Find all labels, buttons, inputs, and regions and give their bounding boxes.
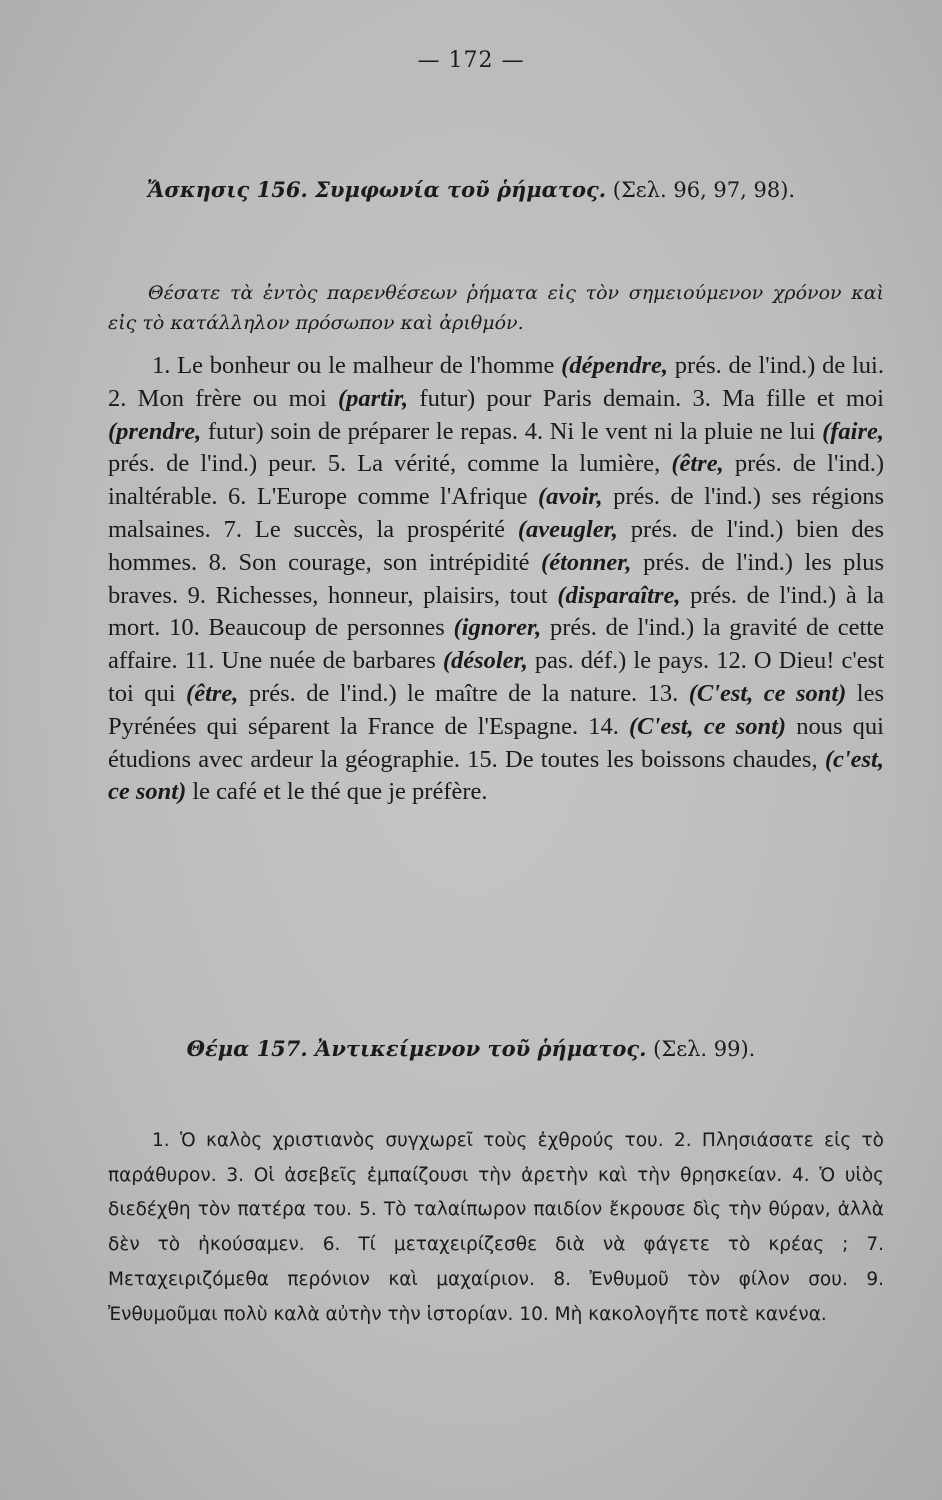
sentence-text: futur) pour Paris demain. 3. Ma fille et moi — [408, 384, 884, 412]
sentence-text: prés. de l'ind.) bien des hommes. 8. Son courage, son intrépidité — [108, 515, 884, 576]
sentence-text: nous qui étudions avec ardeur la géographie. 15. De toutes les boissons chaudes, — [108, 712, 884, 773]
sentence-text: 1. Le bonheur ou le malheur de l'homme — [152, 352, 562, 379]
verb-cue: (aveugler, — [517, 515, 618, 543]
exercise-157-body: 1. Ὁ καλὸς χριστιανὸς συγχωρεῖ τοὺς ἐχθρούς του. 2. Πλησιάσατε εἰς τὸ παράθυρον. 3. Οἱ ἀσεβεῖς ἐμπαίζουσι τὴν ἀρετὴν καὶ τὴν θρησκείαν. 4. Ὁ υἱὸς διεδέχθη τὸν πατέρα του. 5. Τὸ ταλαίπωρον παιδίον ἔκρουσε δὶς τὴν θύραν, ἀλλὰ δὲν τὸ ἠκούσαμεν. 6. Τί μεταχειρίζεσθε διὰ νὰ φάγετε τὸ κρέας ; 7. Μεταχειριζόμεθα περόνιον καὶ μαχαίριον. 8. Ἐνθυμοῦ τὸν φίλον σου. 9. Ἐνθυμοῦμαι πολὺ καλὰ αὐτὴν τὴν ἱστορίαν. 10. Μὴ κακολογῆτε ποτὲ κανένα. — [108, 1130, 884, 1325]
verb-cue: (disparaître, — [557, 581, 681, 609]
sentence-text: le café et le thé que je préfère. — [186, 778, 488, 806]
verb-cue: (désoler, — [442, 647, 528, 675]
verb-cue: (prendre, — [108, 417, 202, 445]
exercise-157-heading — [0, 1036, 942, 1061]
verb-cue: (c'est, ce sont) — [108, 745, 884, 806]
exercise-156-page-ref: (Σελ. 96, 97, 98). — [612, 178, 796, 202]
sentence-text: les Pyrénées qui séparent la France de l'Espagne. 14. — [108, 679, 884, 740]
sentence-text: prés. de l'ind.) à la mort. 10. Beaucoup de personnes — [108, 581, 884, 642]
sentence-text: prés. de l'ind.) le maître de la nature. 13. — [238, 679, 689, 707]
verb-cue: (C'est, ce sont) — [629, 712, 787, 740]
page-number: — 172 — — [417, 48, 525, 73]
sentence-text: prés. de l'ind.) inaltérable. 6. L'Europe comme l'Afrique — [108, 450, 884, 511]
verb-cue: (être, — [186, 679, 239, 707]
sentence-text: prés. de l'ind.) peur. 5. La vérité, comme la lumière, — [108, 450, 672, 478]
sentence-text: prés. de l'ind.) ses régions malsaines. 7. Le succès, la prospérité — [108, 483, 884, 543]
exercise-156-body — [108, 350, 884, 809]
exercise-157-title: Θέμα 157. Ἀντικείμενον τοῦ ῥήματος. — [186, 1036, 647, 1061]
exercise-157-page-ref: (Σελ. 99). — [653, 1037, 756, 1061]
verb-cue: (partir, — [337, 384, 409, 412]
exercise-156-title: Ἄσκησις 156. Συμφωνία τοῦ ῥήματος. — [146, 177, 607, 202]
exercise-156-heading — [0, 177, 942, 202]
sentence-text: prés. de l'ind.) la gravité de cette affaire. 11. Une nuée de barbares — [108, 614, 884, 675]
verb-cue: (avoir, — [537, 483, 603, 511]
sentence-text: futur) soin de préparer le repas. 4. Ni le vent ni la pluie ne lui — [201, 417, 823, 445]
verb-cue: (dépendre, — [561, 352, 668, 379]
sentence-text: prés. de l'ind.) les plus braves. 9. Richesses, honneur, plaisirs, tout — [108, 548, 884, 609]
verb-cue: (C'est, ce sont) — [688, 679, 847, 707]
verb-cue: (être, — [671, 450, 724, 478]
verb-cue: (ignorer, — [453, 614, 542, 642]
exercise-156-instruction: Θέσατε τὰ ἐντὸς παρενθέσεων ῥήματα εἰς τὸν σημειούμενον χρόνον καὶ εἰς τὸ κατάλληλον πρόσωπον καὶ ἀριθμόν. — [108, 282, 884, 334]
verb-cue: (faire, — [822, 417, 884, 445]
verb-cue: (étonner, — [541, 548, 632, 576]
sentence-text: pas. déf.) le pays. 12. O Dieu! c'est toi qui — [108, 647, 885, 707]
sentence-text: prés. de l'ind.) de lui. 2. Mon frère ou moi — [108, 352, 884, 412]
